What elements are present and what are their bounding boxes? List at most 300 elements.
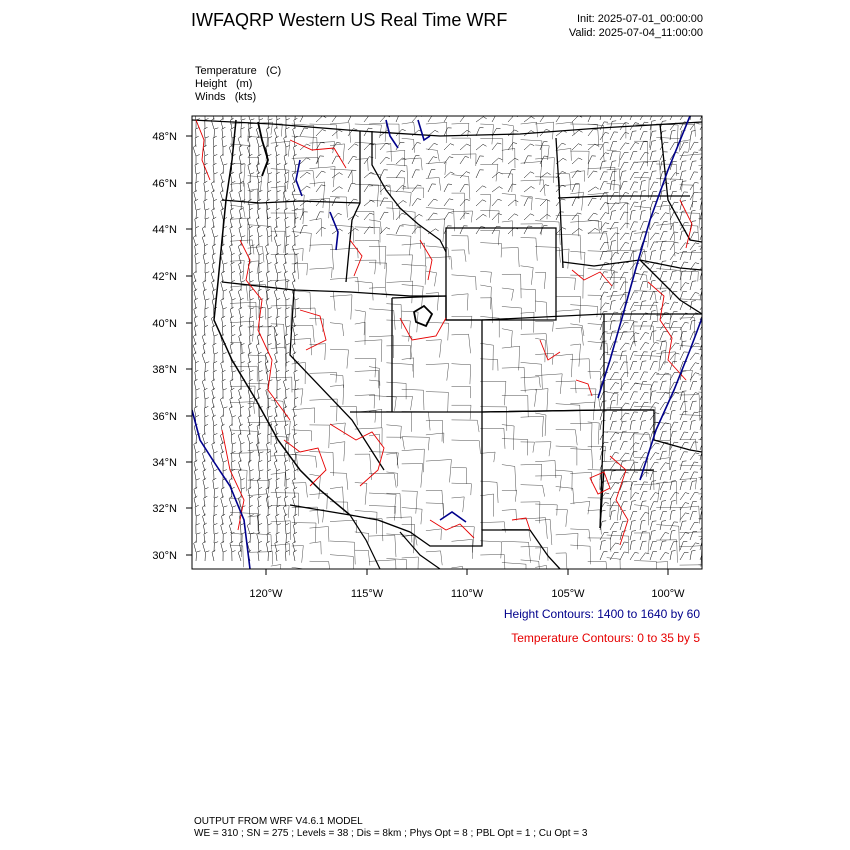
wind-barb bbox=[266, 388, 269, 399]
wind-barb bbox=[396, 129, 406, 136]
wind-barb bbox=[277, 298, 281, 309]
wind-barb bbox=[524, 172, 534, 178]
wind-barb bbox=[620, 282, 628, 290]
county-line bbox=[570, 171, 584, 182]
wind-barb bbox=[700, 231, 707, 240]
county-line bbox=[230, 302, 256, 320]
wind-barb bbox=[680, 472, 688, 480]
wind-barb bbox=[250, 316, 254, 327]
wind-barb bbox=[203, 280, 206, 291]
wind-barb bbox=[630, 432, 639, 440]
wind-barb bbox=[610, 543, 619, 550]
wind-barb bbox=[205, 137, 209, 147]
county-line bbox=[310, 493, 328, 509]
wind-barb bbox=[690, 381, 697, 390]
county-line bbox=[310, 452, 334, 476]
wind-barb bbox=[660, 142, 668, 150]
wind-barb bbox=[524, 187, 535, 193]
wind-barb bbox=[700, 472, 708, 480]
wind-barb bbox=[610, 222, 619, 230]
wind-barb bbox=[680, 422, 687, 430]
county-line bbox=[355, 281, 373, 300]
wind-barb bbox=[248, 163, 251, 174]
wind-barb bbox=[640, 181, 646, 191]
wind-barb bbox=[670, 501, 676, 511]
county-line bbox=[271, 347, 287, 366]
county-line bbox=[607, 379, 622, 390]
county-line bbox=[680, 478, 697, 489]
wind-barb bbox=[444, 157, 453, 164]
county-line bbox=[570, 501, 590, 514]
county-line bbox=[386, 437, 404, 449]
county-line bbox=[607, 228, 618, 253]
wind-barb bbox=[492, 158, 502, 164]
wind-barb bbox=[670, 282, 678, 290]
wind-barb bbox=[610, 241, 616, 250]
county-line bbox=[502, 529, 531, 541]
wind-barb bbox=[610, 320, 615, 330]
wind-barb bbox=[276, 217, 280, 228]
wind-barb bbox=[300, 212, 308, 220]
lat-label: 30°N bbox=[152, 550, 177, 562]
wind-barb bbox=[610, 452, 619, 460]
wind-barb bbox=[556, 185, 566, 192]
county-line bbox=[535, 272, 546, 289]
wind-barb bbox=[640, 162, 648, 170]
wind-barb bbox=[222, 136, 226, 147]
wind-barb bbox=[680, 251, 687, 260]
lat-label: 44°N bbox=[152, 224, 177, 236]
map-layers bbox=[192, 109, 727, 591]
wind-barb bbox=[212, 280, 215, 291]
wind-barb bbox=[214, 452, 218, 463]
wind-barb bbox=[630, 210, 636, 220]
wind-barb bbox=[295, 452, 299, 462]
county-line bbox=[248, 355, 267, 374]
wind-barb bbox=[660, 362, 668, 370]
wind-barb bbox=[316, 185, 325, 192]
wind-barb bbox=[195, 199, 199, 210]
county-line bbox=[386, 453, 398, 466]
county-line bbox=[452, 138, 471, 159]
wind-barb bbox=[680, 552, 689, 560]
wind-barb bbox=[249, 271, 253, 282]
wind-barb bbox=[295, 299, 299, 309]
wind-barb bbox=[203, 478, 206, 489]
wind-barb bbox=[690, 401, 697, 410]
wind-barb bbox=[690, 511, 697, 520]
county-line bbox=[634, 355, 660, 371]
wind-barb bbox=[267, 514, 271, 525]
county-line bbox=[521, 312, 534, 333]
county-line bbox=[480, 541, 502, 559]
wind-barb bbox=[630, 302, 638, 310]
county-line bbox=[271, 473, 286, 487]
wind-barb bbox=[275, 226, 278, 237]
wind-barb bbox=[610, 433, 619, 440]
wind-barb bbox=[267, 532, 271, 543]
wind-barb bbox=[640, 291, 647, 300]
wind-barb bbox=[293, 478, 296, 489]
county-line bbox=[292, 523, 316, 543]
wind-barb bbox=[524, 214, 534, 220]
wind-barb bbox=[249, 226, 253, 237]
county-line bbox=[426, 392, 448, 413]
wind-barb bbox=[460, 144, 470, 150]
county-line bbox=[452, 386, 471, 398]
wind-barb bbox=[600, 541, 606, 551]
wind-barb bbox=[630, 392, 638, 400]
county-line bbox=[355, 240, 380, 265]
wind-barb bbox=[700, 341, 707, 350]
wind-barb bbox=[203, 514, 206, 525]
wind-barb bbox=[640, 421, 646, 430]
county-line bbox=[535, 461, 556, 479]
wind-barb bbox=[620, 332, 627, 340]
wind-barb bbox=[700, 381, 707, 390]
wind-barb bbox=[444, 172, 454, 178]
wind-barb bbox=[670, 542, 678, 550]
wind-barb bbox=[700, 523, 709, 531]
wind-barb bbox=[650, 233, 659, 240]
wind-barb bbox=[267, 469, 271, 480]
wind-barb bbox=[268, 326, 272, 336]
county-line bbox=[310, 344, 326, 360]
county-line bbox=[521, 485, 545, 497]
wind-barb bbox=[230, 226, 233, 237]
wind-barb bbox=[259, 263, 263, 274]
county-line bbox=[502, 148, 515, 168]
county-line bbox=[426, 271, 437, 286]
county-line bbox=[310, 561, 331, 573]
county-line bbox=[402, 188, 424, 198]
wind-barb bbox=[650, 373, 659, 380]
wind-barb bbox=[650, 462, 659, 470]
county-line bbox=[656, 205, 671, 229]
county-line bbox=[502, 173, 513, 192]
wind-barb bbox=[460, 172, 470, 178]
county-line bbox=[588, 233, 609, 249]
county-line bbox=[480, 359, 498, 371]
wind-barb bbox=[700, 192, 709, 200]
wind-barb bbox=[620, 203, 629, 210]
wind-barb bbox=[630, 521, 636, 531]
wind-barb bbox=[240, 271, 244, 282]
county-line bbox=[634, 178, 649, 198]
wind-barb bbox=[630, 420, 636, 430]
model-info: OUTPUT FROM WRF V4.6.1 MODEL bbox=[194, 816, 363, 827]
county-line bbox=[402, 243, 426, 266]
county-line bbox=[502, 329, 512, 347]
wind-barb bbox=[700, 201, 706, 211]
county-line bbox=[355, 483, 367, 505]
wind-barb bbox=[650, 311, 656, 321]
county-line bbox=[402, 224, 421, 248]
wind-barb bbox=[332, 130, 342, 136]
wind-barb bbox=[232, 334, 236, 345]
wind-barb bbox=[670, 253, 679, 260]
county-line bbox=[480, 381, 506, 405]
wind-barb bbox=[650, 493, 659, 500]
wind-barb bbox=[700, 351, 707, 360]
wind-barb bbox=[213, 343, 217, 354]
wind-barb bbox=[293, 541, 296, 552]
wind-barb bbox=[257, 532, 260, 543]
wind-barb bbox=[194, 460, 197, 471]
wind-barb bbox=[620, 322, 629, 330]
wind-barb bbox=[460, 213, 469, 220]
wind-barb bbox=[348, 156, 357, 164]
wind-barb bbox=[680, 152, 688, 160]
county-line bbox=[521, 162, 542, 185]
field-unit: (kts) bbox=[234, 91, 257, 103]
wind-barb bbox=[285, 487, 289, 498]
wind-barb bbox=[630, 222, 638, 230]
wind-barb bbox=[249, 289, 253, 300]
wind-barbs bbox=[193, 109, 709, 561]
county-line bbox=[292, 209, 304, 224]
county-line bbox=[607, 169, 621, 189]
county-line bbox=[271, 169, 289, 190]
wind-barb bbox=[600, 213, 609, 220]
wind-barb bbox=[620, 491, 627, 500]
wind-barb bbox=[650, 521, 656, 530]
wind-barb bbox=[276, 370, 280, 381]
county-line bbox=[369, 380, 380, 400]
wind-barb bbox=[204, 316, 208, 327]
county-line bbox=[386, 472, 397, 486]
county-line bbox=[386, 396, 412, 410]
county-line bbox=[535, 476, 561, 492]
wind-barb bbox=[640, 211, 646, 221]
wind-barb bbox=[600, 442, 608, 450]
wind-barb bbox=[660, 482, 668, 490]
wind-barb bbox=[444, 199, 453, 206]
wind-barb bbox=[670, 372, 679, 380]
wind-barb bbox=[540, 173, 551, 178]
wind-barb bbox=[610, 301, 616, 311]
wind-barb bbox=[212, 226, 215, 237]
county-line bbox=[556, 234, 581, 259]
county-line bbox=[330, 278, 359, 292]
wind-barb bbox=[650, 280, 656, 290]
wind-barb bbox=[690, 201, 697, 210]
wind-barb bbox=[268, 137, 272, 147]
wind-barb bbox=[212, 442, 215, 453]
wind-barb bbox=[213, 370, 217, 381]
wind-barb bbox=[257, 136, 260, 147]
county-line bbox=[330, 385, 344, 405]
wind-barb bbox=[690, 172, 698, 180]
county-line bbox=[355, 511, 377, 534]
wind-barb bbox=[232, 416, 236, 426]
wind-barb bbox=[620, 453, 629, 460]
wind-barb bbox=[231, 235, 235, 246]
wind-barb bbox=[380, 212, 388, 220]
county-line bbox=[452, 236, 470, 255]
wind-barb bbox=[680, 412, 688, 420]
wind-barb bbox=[396, 226, 404, 234]
wind-barb bbox=[700, 283, 709, 290]
wind-barb bbox=[690, 210, 696, 220]
county-line bbox=[521, 289, 536, 312]
wind-barb bbox=[259, 470, 263, 480]
county-line bbox=[310, 182, 325, 208]
county-line bbox=[521, 502, 540, 524]
wind-barb bbox=[650, 182, 658, 190]
wind-barb bbox=[195, 505, 199, 516]
wind-barb bbox=[620, 212, 628, 220]
wind-barb bbox=[249, 442, 253, 453]
county-line bbox=[570, 359, 590, 379]
wind-barb bbox=[680, 533, 689, 540]
wind-barb bbox=[620, 542, 628, 550]
wind-barb bbox=[630, 552, 639, 560]
county-line bbox=[699, 565, 711, 582]
wind-barb bbox=[214, 424, 218, 435]
county-line bbox=[588, 324, 603, 350]
wind-barb bbox=[630, 412, 638, 420]
wind-barb bbox=[196, 263, 200, 274]
wind-barb bbox=[239, 226, 242, 237]
wind-barb bbox=[412, 199, 421, 206]
wind-barb bbox=[690, 462, 698, 470]
wind-barb bbox=[690, 522, 699, 530]
county-line bbox=[588, 510, 602, 535]
field-unit: (C) bbox=[265, 65, 282, 77]
wind-barb bbox=[286, 326, 290, 336]
wind-barb bbox=[332, 156, 340, 164]
county-line bbox=[426, 364, 449, 381]
wind-barb bbox=[690, 442, 698, 450]
county-line bbox=[426, 490, 444, 515]
wind-barb bbox=[196, 127, 200, 138]
lat-label: 42°N bbox=[152, 271, 177, 283]
county-line bbox=[330, 169, 353, 183]
wind-barb bbox=[213, 478, 217, 489]
wind-barb bbox=[690, 271, 696, 280]
wind-barb bbox=[670, 431, 677, 440]
wind-barb bbox=[700, 421, 706, 430]
wind-barb bbox=[680, 243, 689, 250]
county-line bbox=[570, 344, 580, 367]
wind-barb bbox=[444, 212, 453, 220]
wind-barb bbox=[268, 263, 272, 274]
county-line bbox=[330, 323, 344, 336]
county-line bbox=[535, 158, 554, 183]
county-line bbox=[426, 293, 439, 311]
county-line bbox=[330, 520, 357, 533]
wind-barb bbox=[620, 552, 628, 560]
wind-barb bbox=[540, 214, 551, 220]
county-line bbox=[426, 257, 452, 270]
county-line bbox=[535, 198, 547, 219]
wind-barb bbox=[221, 415, 224, 426]
wind-barb bbox=[332, 173, 343, 178]
wind-barb bbox=[444, 128, 452, 136]
county-line bbox=[521, 238, 538, 261]
wind-barb bbox=[249, 505, 253, 516]
wind-barb bbox=[700, 162, 708, 170]
wind-barb bbox=[294, 136, 298, 147]
wind-barb bbox=[428, 184, 436, 192]
wind-barb bbox=[660, 501, 666, 510]
county-line bbox=[292, 408, 315, 423]
wind-barb bbox=[205, 551, 209, 561]
county-line bbox=[502, 346, 520, 370]
wind-barb bbox=[620, 382, 629, 390]
county-line bbox=[452, 294, 469, 311]
wind-barb bbox=[212, 406, 215, 417]
county-line bbox=[402, 412, 430, 431]
wind-barb bbox=[250, 191, 254, 202]
wind-barb bbox=[660, 351, 666, 360]
wind-barb bbox=[221, 361, 224, 372]
wind-barb bbox=[203, 541, 206, 552]
county-line bbox=[502, 509, 517, 520]
wind-barb bbox=[214, 523, 218, 534]
init-time: Init: 2025-07-01_00:00:00 bbox=[577, 13, 703, 25]
wind-barb bbox=[610, 372, 619, 380]
wind-barb bbox=[284, 262, 287, 273]
wind-barb bbox=[680, 493, 689, 500]
wind-barb bbox=[700, 182, 708, 190]
county-line bbox=[330, 295, 352, 320]
wind-barb bbox=[572, 144, 582, 150]
wind-barb bbox=[396, 171, 405, 178]
county-line bbox=[502, 248, 519, 268]
model-config: WE = 310 ; SN = 275 ; Levels = 38 ; Dis = 8km ; Phys Opt = 8 ; PBL Opt = 1 ; Cu Opt = 3 bbox=[194, 828, 588, 839]
county-line bbox=[588, 498, 611, 517]
wind-barb bbox=[294, 469, 298, 480]
county-line bbox=[521, 389, 537, 407]
wind-barb bbox=[620, 233, 629, 240]
county-line bbox=[355, 550, 370, 565]
wind-barb bbox=[630, 131, 636, 140]
wind-barb bbox=[700, 372, 708, 380]
county-line bbox=[271, 377, 292, 392]
wind-barb bbox=[640, 553, 649, 560]
wind-barb bbox=[700, 412, 708, 420]
county-line bbox=[355, 359, 376, 378]
wind-barb bbox=[610, 411, 617, 420]
wind-barb bbox=[348, 184, 355, 192]
wind-barb bbox=[670, 510, 675, 520]
wind-barb bbox=[412, 156, 420, 164]
lon-label: 120°W bbox=[249, 588, 283, 600]
wind-barb bbox=[195, 181, 199, 192]
county-line bbox=[480, 407, 507, 431]
wind-barb bbox=[239, 253, 242, 264]
wind-barb bbox=[223, 461, 227, 471]
county-line bbox=[699, 245, 716, 264]
wind-barb bbox=[230, 190, 233, 201]
lat-label: 34°N bbox=[152, 457, 177, 469]
wind-barb bbox=[640, 412, 647, 420]
wind-barb bbox=[680, 171, 686, 180]
wind-barb bbox=[316, 199, 326, 206]
wind-barb bbox=[267, 334, 271, 345]
county-line bbox=[588, 562, 608, 583]
wind-barb bbox=[660, 533, 669, 541]
wind-barb bbox=[204, 181, 208, 192]
county-line bbox=[480, 271, 491, 282]
wind-barb bbox=[630, 241, 637, 250]
wind-barb bbox=[660, 471, 667, 480]
wind-barb bbox=[660, 423, 669, 430]
wind-barb bbox=[285, 316, 289, 327]
county-line bbox=[699, 323, 718, 341]
